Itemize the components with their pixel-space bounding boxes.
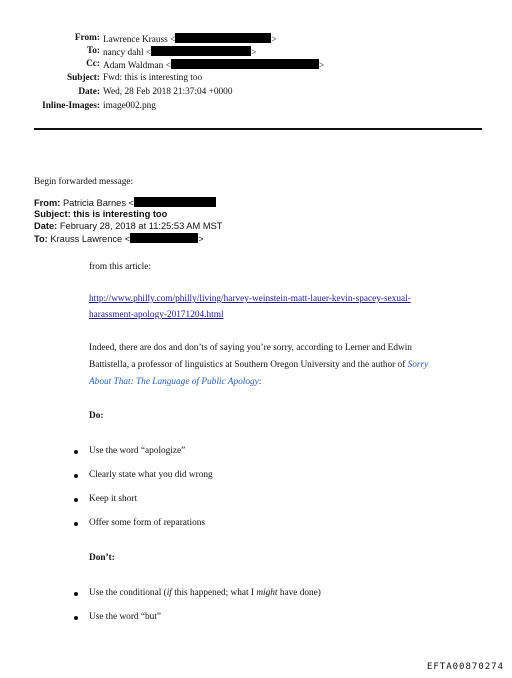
para-line1: Indeed, there are dos and don’ts of saying you’re sorry, according to Lerner and Edwin <box>89 343 412 353</box>
header-inline-images-row <box>0 101 512 113</box>
redaction-box <box>171 59 319 69</box>
bullet-icon <box>74 592 78 596</box>
dont-heading: Don’t: <box>89 553 115 563</box>
para-line3 <box>89 377 489 387</box>
redaction-box <box>175 33 271 43</box>
header-date-row <box>0 87 512 99</box>
bullet-icon <box>74 616 78 620</box>
from-label: From: <box>74 33 100 43</box>
bullet-icon <box>74 498 78 502</box>
close-bracket: > <box>318 61 325 71</box>
fwd-subject-row <box>34 209 167 219</box>
fwd-from-value: Patricia Barnes < <box>62 198 134 208</box>
cc-value: Adam Waldman < <box>103 61 171 71</box>
article-link-line2[interactable]: harassment-apology-20171204.html <box>89 310 224 320</box>
close-bracket: > <box>271 35 277 45</box>
bullet-icon <box>74 522 78 526</box>
para-line2 <box>89 360 489 370</box>
redaction-box <box>130 233 198 243</box>
bullet-icon <box>74 474 78 478</box>
fwd-date-value: February 28, 2018 at 11:25:53 AM MST <box>59 221 223 231</box>
para-line3-suffix: : <box>258 377 262 387</box>
begin-forwarded-text: Begin forwarded message: <box>34 177 134 187</box>
para-line2-text: Battistella, a professor of linguistics at Southern Oregon University and the author of <box>89 360 408 370</box>
fwd-to-label: To: <box>34 234 48 244</box>
header-divider <box>34 128 482 130</box>
fwd-to-value: Krauss Lawrence < <box>50 234 131 244</box>
document-id-stamp: EFTA00870274 <box>426 662 504 672</box>
redaction-box <box>151 46 251 56</box>
date-label: Date: <box>78 87 100 97</box>
cc-label: Cc: <box>86 59 100 69</box>
from-value: Lawrence Krauss < <box>103 35 176 45</box>
fwd-from-label: From: <box>34 198 61 208</box>
header-to-row <box>0 46 512 58</box>
fwd-subject-value: this is interesting too <box>73 209 168 219</box>
do-heading: Do: <box>89 411 104 421</box>
fwd-date-label: Date: <box>34 221 58 231</box>
book-title-link-cont[interactable]: About That: The Language of Public Apology <box>89 377 259 387</box>
redaction-box <box>134 197 216 207</box>
header-subject-row <box>0 73 512 85</box>
to-value: nancy dahl < <box>103 48 152 58</box>
fwd-to-row <box>34 233 204 244</box>
bullet-icon <box>74 450 78 454</box>
fwd-from-row <box>34 197 216 208</box>
book-title-link[interactable]: Sorry <box>407 360 429 370</box>
inline-images-label: Inline-Images: <box>42 101 100 111</box>
fwd-subject-label: Subject: <box>34 209 71 219</box>
close-bracket: > <box>251 48 257 58</box>
fwd-date-row <box>34 221 222 231</box>
body-intro: from this article: <box>89 262 151 272</box>
header-from-row <box>0 33 512 45</box>
subject-value: Fwd: this is interesting too <box>103 73 203 83</box>
article-link-line1[interactable]: http://www.philly.com/philly/living/harvey-weinstein-matt-lauer-kevin-spacey-sexual- <box>89 294 411 304</box>
inline-images-value: image002.png <box>103 101 156 111</box>
to-label: To: <box>86 46 100 56</box>
header-cc-row <box>0 59 512 71</box>
date-value: Wed, 28 Feb 2018 21:37:04 +0000 <box>103 87 233 97</box>
subject-label: Subject: <box>66 73 100 83</box>
close-bracket: > <box>198 234 204 244</box>
